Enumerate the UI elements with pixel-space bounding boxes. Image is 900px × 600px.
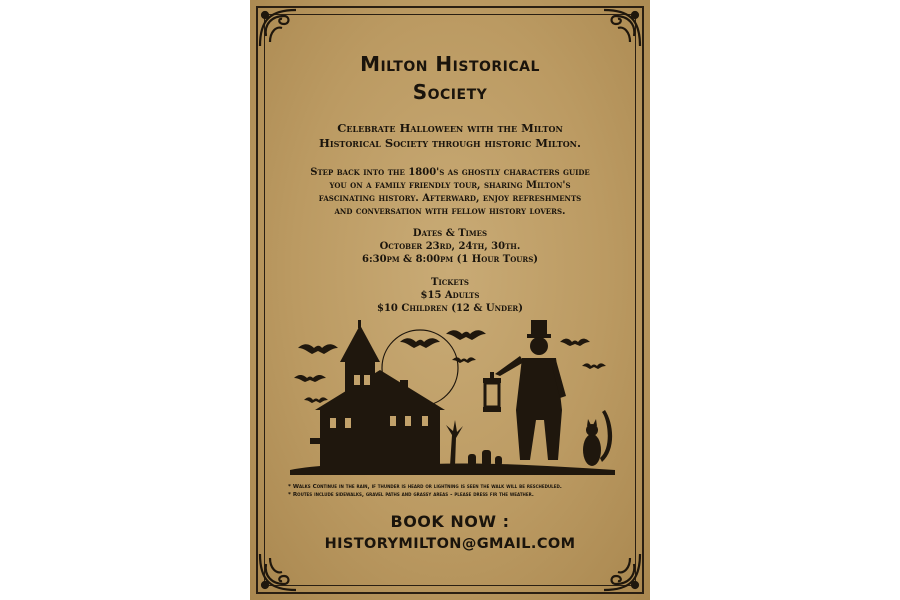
bat-icon (400, 338, 440, 348)
man-with-lantern-icon (483, 320, 566, 460)
bat-icon (452, 357, 476, 363)
bat-icon (560, 339, 590, 346)
description-line: you on a family friendly tour, sharing Milton's (329, 180, 571, 191)
intro-line: Celebrate Halloween with the Milton (337, 121, 563, 135)
gravestone-icon (468, 454, 476, 466)
tickets-section (250, 276, 650, 315)
poster-title (250, 50, 650, 106)
tickets-heading: Tickets (431, 277, 469, 288)
dates-line: October 23rd, 24th, 30th. (379, 241, 521, 252)
intro-line: Historical Society through historic Milton. (319, 136, 581, 150)
corner-ornament-icon (600, 6, 644, 50)
description-line: and conversation with fellow history lovers. (334, 206, 566, 217)
bat-icon (294, 375, 326, 382)
bat-icon (446, 330, 486, 340)
corner-ornament-icon (256, 6, 300, 50)
black-cat-icon (583, 410, 612, 466)
dead-tree-icon (446, 420, 463, 466)
corner-ornament-icon (256, 550, 300, 594)
intro-text (290, 121, 610, 151)
book-now-heading: BOOK NOW : (390, 512, 510, 531)
dates-heading: Dates & Times (412, 228, 488, 239)
title-line: Milton Historical (360, 52, 540, 76)
corner-ornament-icon (600, 550, 644, 594)
gravestone-icon (495, 456, 502, 466)
event-poster (250, 0, 650, 600)
times-line: 6:30pm & 8:00pm (1 Hour Tours) (362, 254, 538, 265)
gravestone-icon (482, 450, 491, 466)
footnote-routes: * Routes include sidewalks, gravel paths and grassy areas - please dress fir the weather. (288, 491, 534, 498)
description-line: fascinating history. Afterward, enjoy refreshments (318, 193, 582, 204)
adult-price: $15 Adults (420, 290, 480, 301)
description-line: Step back into the 1800's as ghostly characters guide (310, 167, 590, 178)
bat-icon (304, 397, 328, 403)
dates-section (250, 227, 650, 266)
footnotes (288, 484, 620, 499)
description-text (280, 166, 620, 218)
title-line: Society (412, 80, 488, 104)
haunted-house-illustration (290, 320, 615, 475)
contact-email[interactable]: HISTORYMILTON@GMAIL.COM (324, 536, 576, 552)
footnote-weather: * Walks Continue in the rain, if thunder is heard or lightning is seen the walk will be rescheduled. (288, 484, 562, 490)
child-price: $10 Children (12 & Under) (377, 303, 523, 314)
bat-icon (298, 344, 338, 354)
bat-icon (582, 363, 606, 369)
